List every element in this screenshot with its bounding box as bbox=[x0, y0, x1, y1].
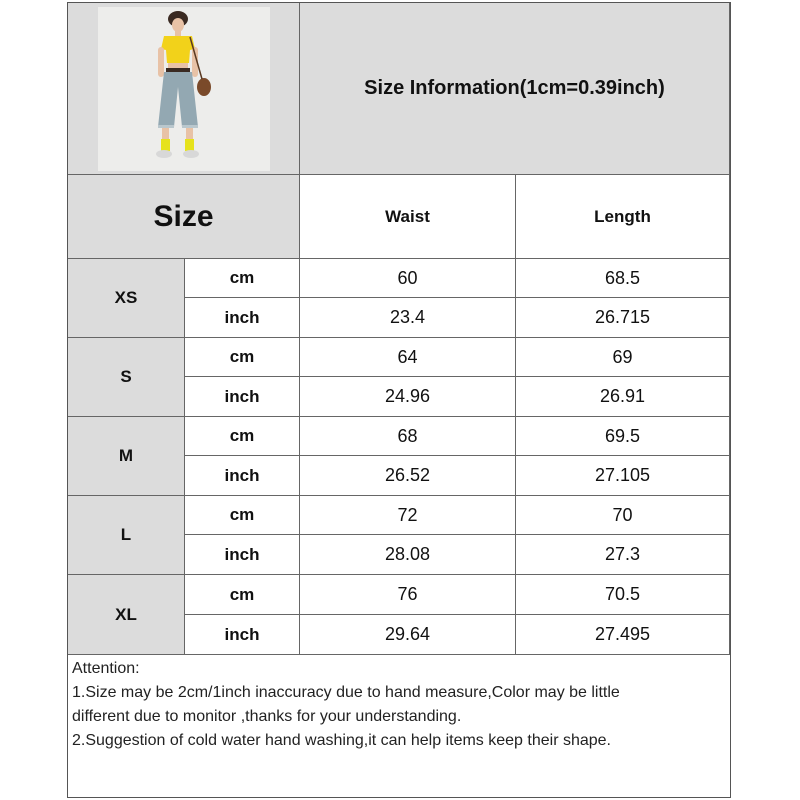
unit-label: inch bbox=[185, 377, 300, 417]
model-illustration bbox=[98, 7, 270, 171]
length-value: 27.495 bbox=[516, 615, 730, 655]
waist-value: 60 bbox=[300, 259, 516, 298]
length-column-header: Length bbox=[516, 175, 730, 259]
length-value: 26.715 bbox=[516, 298, 730, 338]
length-value: 68.5 bbox=[516, 259, 730, 298]
unit-label: inch bbox=[185, 298, 300, 338]
unit-label: cm bbox=[185, 496, 300, 535]
unit-label: inch bbox=[185, 456, 300, 496]
waist-column-header: Waist bbox=[300, 175, 516, 259]
waist-value: 26.52 bbox=[300, 456, 516, 496]
unit-label: cm bbox=[185, 338, 300, 377]
product-photo-cell bbox=[68, 3, 300, 175]
length-value: 69 bbox=[516, 338, 730, 377]
length-value: 27.3 bbox=[516, 535, 730, 575]
size-label-s: S bbox=[68, 338, 185, 417]
size-column-header: Size bbox=[68, 175, 300, 259]
unit-label: cm bbox=[185, 417, 300, 456]
length-value: 70 bbox=[516, 496, 730, 535]
notes-heading: Attention: bbox=[72, 660, 140, 677]
length-value: 70.5 bbox=[516, 575, 730, 615]
attention-notes bbox=[68, 655, 730, 755]
unit-label: inch bbox=[185, 615, 300, 655]
length-value: 69.5 bbox=[516, 417, 730, 456]
note-line: 1.Size may be 2cm/1inch inaccuracy due to hand measure,Color may be little bbox=[72, 684, 620, 701]
product-photo bbox=[98, 7, 270, 171]
waist-value: 24.96 bbox=[300, 377, 516, 417]
waist-value: 29.64 bbox=[300, 615, 516, 655]
size-label-xs: XS bbox=[68, 259, 185, 338]
note-line: 2.Suggestion of cold water hand washing,it can help items keep their shape. bbox=[72, 732, 611, 749]
size-label-l: L bbox=[68, 496, 185, 575]
waist-value: 72 bbox=[300, 496, 516, 535]
unit-label: cm bbox=[185, 575, 300, 615]
table-title: Size Information(1cm=0.39inch) bbox=[300, 3, 730, 175]
waist-value: 76 bbox=[300, 575, 516, 615]
length-value: 27.105 bbox=[516, 456, 730, 496]
length-value: 26.91 bbox=[516, 377, 730, 417]
unit-label: cm bbox=[185, 259, 300, 298]
unit-label: inch bbox=[185, 535, 300, 575]
waist-value: 28.08 bbox=[300, 535, 516, 575]
waist-value: 64 bbox=[300, 338, 516, 377]
size-label-m: M bbox=[68, 417, 185, 496]
waist-value: 23.4 bbox=[300, 298, 516, 338]
size-label-xl: XL bbox=[68, 575, 185, 655]
size-chart bbox=[67, 2, 731, 798]
waist-value: 68 bbox=[300, 417, 516, 456]
note-line: different due to monitor ,thanks for your understanding. bbox=[72, 708, 462, 725]
